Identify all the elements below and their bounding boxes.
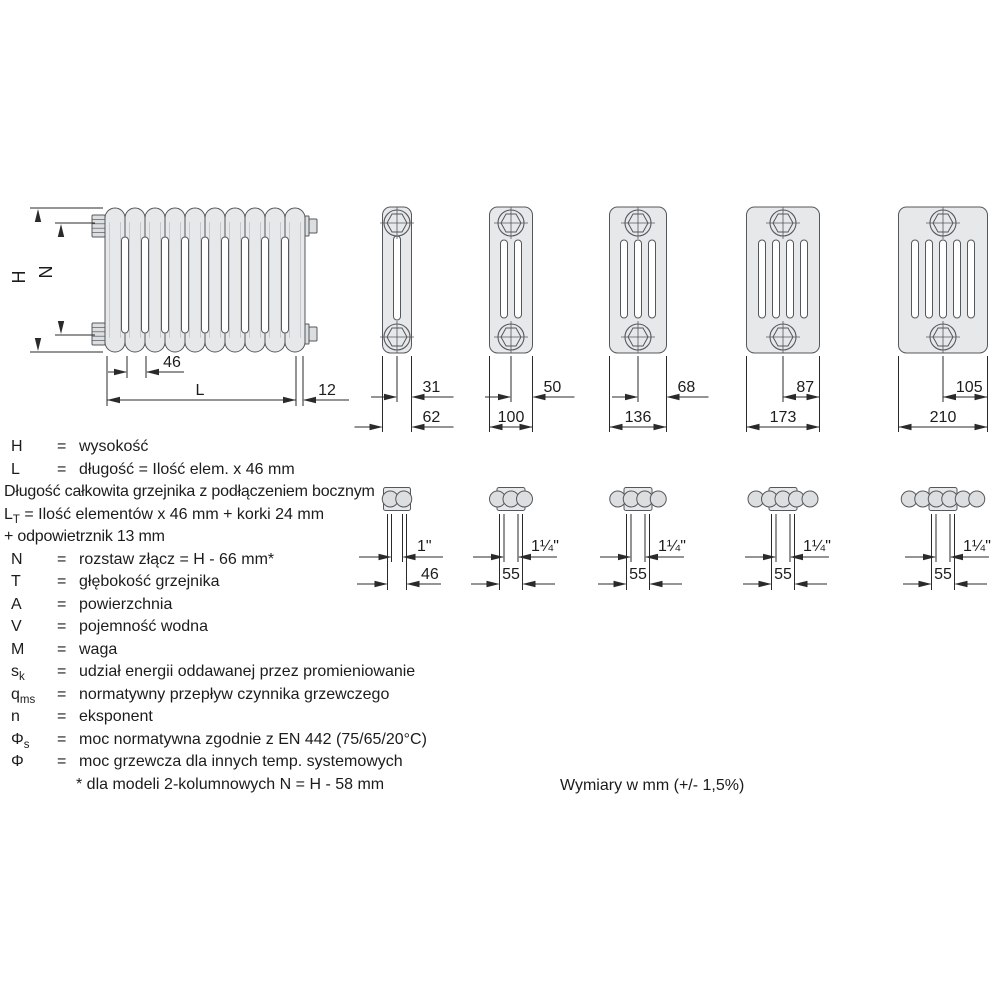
cross-section-2-col <box>355 207 454 432</box>
legend-description: pojemność wodna <box>79 618 208 635</box>
legend-row-0 <box>0 436 490 459</box>
footer-note: Wymiary w mm (+/- 1,5%) <box>560 777 745 794</box>
legend-equals: = <box>57 460 67 478</box>
legend-symbol: V <box>11 618 22 635</box>
legend-row-12 <box>0 706 490 729</box>
legend-text: Długość całkowita grzejnika z podłączeniem bocznym <box>4 483 375 500</box>
legend-symbol: L <box>11 460 20 478</box>
legend-symbol: T <box>11 573 21 590</box>
legend-row-10 <box>0 661 490 684</box>
legend-row-13 <box>0 729 490 752</box>
dim-label-connection: 1¼" <box>963 538 991 555</box>
dim-label-half-depth: 31 <box>422 379 441 396</box>
legend-symbol: n <box>11 708 20 725</box>
legend-equals: = <box>57 730 67 748</box>
legend-description: udział energii oddawanej przez promieniowanie <box>79 663 416 680</box>
legend-description: eksponent <box>79 708 153 725</box>
legend-description: waga <box>79 640 118 658</box>
legend-row-15 <box>0 774 490 797</box>
legend-equals: = <box>57 663 67 680</box>
legend-row-8 <box>0 616 490 639</box>
legend-row-9 <box>0 639 490 662</box>
dim-label-element-width: 46 <box>163 354 181 371</box>
legend-equals: = <box>57 595 67 613</box>
dim-label-full-depth: 173 <box>769 409 797 426</box>
legend-row-3 <box>0 504 490 527</box>
cross-section-3-col <box>485 207 575 432</box>
dim-label-pitch: N <box>36 265 56 279</box>
legend-description: głębokość grzejnika <box>79 573 220 590</box>
legend-row-2 <box>0 481 490 504</box>
dim-label-full-depth: 210 <box>929 409 957 426</box>
legend-text: + odpowietrznik 13 mm <box>4 528 165 545</box>
dim-label-connection: 1¼" <box>658 538 686 555</box>
legend-description: długość = Ilość elem. x 46 mm <box>79 460 295 478</box>
dim-label-full-depth: 62 <box>422 409 441 426</box>
top-view-6-col <box>901 488 991 591</box>
dim-label-half-depth: 87 <box>796 379 815 396</box>
dim-label-pitch-mm: 55 <box>774 566 792 583</box>
legend-row-5 <box>0 549 490 572</box>
front-view <box>9 208 349 406</box>
dim-label-half-depth: 105 <box>955 379 983 396</box>
legend-equals: = <box>57 550 67 568</box>
top-view-4-col <box>598 488 686 591</box>
legend-description: moc normatywna zgodnie z EN 442 (75/65/20°C) <box>79 730 427 748</box>
dim-label-height: H <box>9 270 29 284</box>
dim-label-length: L <box>195 382 205 399</box>
dim-label-connection: 1¼" <box>531 538 559 555</box>
dim-label-pitch-mm: 55 <box>934 566 952 583</box>
legend-row-4 <box>0 526 490 549</box>
legend-equals: = <box>57 640 67 658</box>
legend-row-14 <box>0 751 490 774</box>
legend-row-7 <box>0 594 490 617</box>
dim-label-pitch-mm: 55 <box>502 566 520 583</box>
legend-equals: = <box>57 573 67 590</box>
top-view-5-col <box>743 488 831 591</box>
dim-label-connection: 1" <box>417 538 432 555</box>
cross-section-5-col <box>747 207 820 432</box>
legend-description: powierzchnia <box>79 595 173 613</box>
legend-symbol: Φ <box>11 753 24 770</box>
legend-text: * dla modeli 2-kolumnowych N = H - 58 mm <box>76 775 385 793</box>
legend-equals: = <box>57 708 67 725</box>
legend-symbol: N <box>11 550 23 568</box>
legend-row-1 <box>0 459 490 482</box>
legend-symbol: $\Phi_s$ <box>11 730 30 751</box>
dim-label-half-depth: 50 <box>543 379 562 396</box>
dim-label-pitch-mm: 55 <box>629 566 647 583</box>
legend-description: wysokość <box>79 438 149 455</box>
dim-label-full-depth: 136 <box>624 409 652 426</box>
legend-row-11 <box>0 684 490 707</box>
dim-label-side-extension: 12 <box>318 382 336 399</box>
dim-label-full-depth: 100 <box>497 409 525 426</box>
dim-label-connection: 1¼" <box>803 538 831 555</box>
cross-section-4-col <box>610 207 709 432</box>
legend-symbol: $q_{ms}$ <box>11 685 36 706</box>
legend-text: $L_T$ = Ilość elementów x 46 mm + korki 24 mm <box>4 505 325 526</box>
legend-equals: = <box>57 685 67 703</box>
dim-label-half-depth: 68 <box>677 379 696 396</box>
legend <box>0 436 490 796</box>
legend-equals: = <box>57 438 67 455</box>
legend-description: normatywny przepływ czynnika grzewczego <box>79 685 390 703</box>
legend-symbol: H <box>11 438 23 455</box>
legend-symbol: M <box>11 640 25 658</box>
legend-description: moc grzewcza dla innych temp. systemowych <box>79 753 403 770</box>
legend-equals: = <box>57 753 67 770</box>
legend-symbol: A <box>11 595 22 613</box>
legend-equals: = <box>57 618 67 635</box>
legend-symbol: $s_k$ <box>11 663 25 684</box>
legend-row-6 <box>0 571 490 594</box>
cross-section-6-col <box>899 207 988 432</box>
legend-description: rozstaw złącz = H - 66 mm* <box>79 550 275 568</box>
dim-label-pitch-mm: 46 <box>421 566 439 583</box>
